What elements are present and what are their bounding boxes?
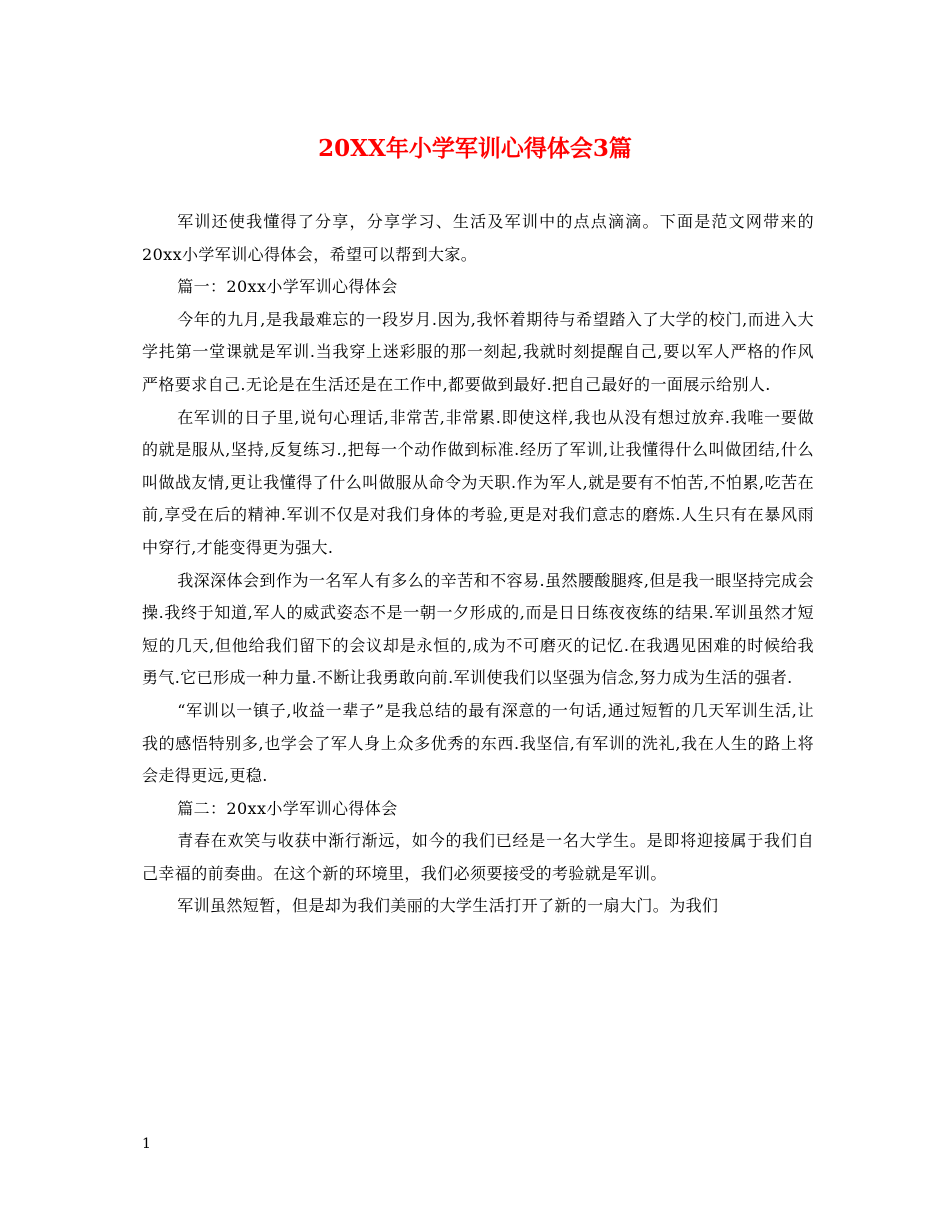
section-heading-2: 篇二：20xx小学军训心得体会 bbox=[177, 798, 398, 818]
page-number: 1 bbox=[142, 1136, 151, 1152]
paragraph: 在军训的日子里,说句心理话,非常苦,非常累.即使这样,我也从没有想过放弃.我唯一要做的就是服从,坚持,反复练习.,把每一个动作做到标准.经历了军训,让我懂得什么叫做团结,什么叫做战友情,更让我懂得了什么叫做服从命令为天职.作为军人,就是要有不怕苦,不怕累,吃苦在前,享受在后的精神.军训不仅是对我们身体的考验,更是对我们意志的磨炼.人生只有在暴风雨中穿行,才能变得更为强大. bbox=[142, 407, 814, 557]
section-heading-1: 篇一：20xx小学军训心得体会 bbox=[177, 277, 398, 297]
paragraph: 我深深体会到作为一名军人有多么的辛苦和不容易.虽然腰酸腿疼,但是我一眼坚持完成会操.我终于知道,军人的威武姿态不是一朝一夕形成的,而是日日练夜夜练的结果.军训虽然才短短的几天,但他给我们留下的会议却是永恒的,成为不可磨灭的记忆.在我遇见困难的时候给我勇气.它已形成一种力量.不断让我勇敢向前.军训使我们以坚强为信念,努力成为生活的强者. bbox=[142, 570, 814, 688]
document-body bbox=[142, 206, 814, 923]
paragraph-intro: 军训还使我懂得了分享，分享学习、生活及军训中的点点滴滴。下面是范文网带来的20xx小学军训心得体会，希望可以帮到大家。 bbox=[142, 212, 814, 264]
paragraph: 青春在欢笑与收获中渐行渐远，如今的我们已经是一名大学生。是即将迎接属于我们自己幸福的前奏曲。在这个新的环境里，我们必须要接受的考验就是军训。 bbox=[142, 831, 814, 883]
paragraph: “军训以一镇子,收益一辈子”是我总结的最有深意的一句话,通过短暂的几天军训生活,让我的感悟特别多,也学会了军人身上众多优秀的东西.我坚信,有军训的洗礼,我在人生的路上将会走得更远,更稳. bbox=[142, 700, 814, 786]
paragraph: 军训虽然短暂，但是却为我们美丽的大学生活打开了新的一扇大门。为我们 bbox=[177, 896, 719, 916]
document-title: 20XX年小学军训心得体会3篇 bbox=[318, 135, 632, 162]
paragraph: 今年的九月,是我最难忘的一段岁月.因为,我怀着期待与希望踏入了大学的校门,而进入大学扥第一堂课就是军训.当我穿上迷彩服的那一刻起,我就时刻提醒自己,要以军人严格的作风严格要求自己.无论是在生活还是在工作中,都要做到最好.把自己最好的一面展示给别人. bbox=[142, 309, 814, 394]
